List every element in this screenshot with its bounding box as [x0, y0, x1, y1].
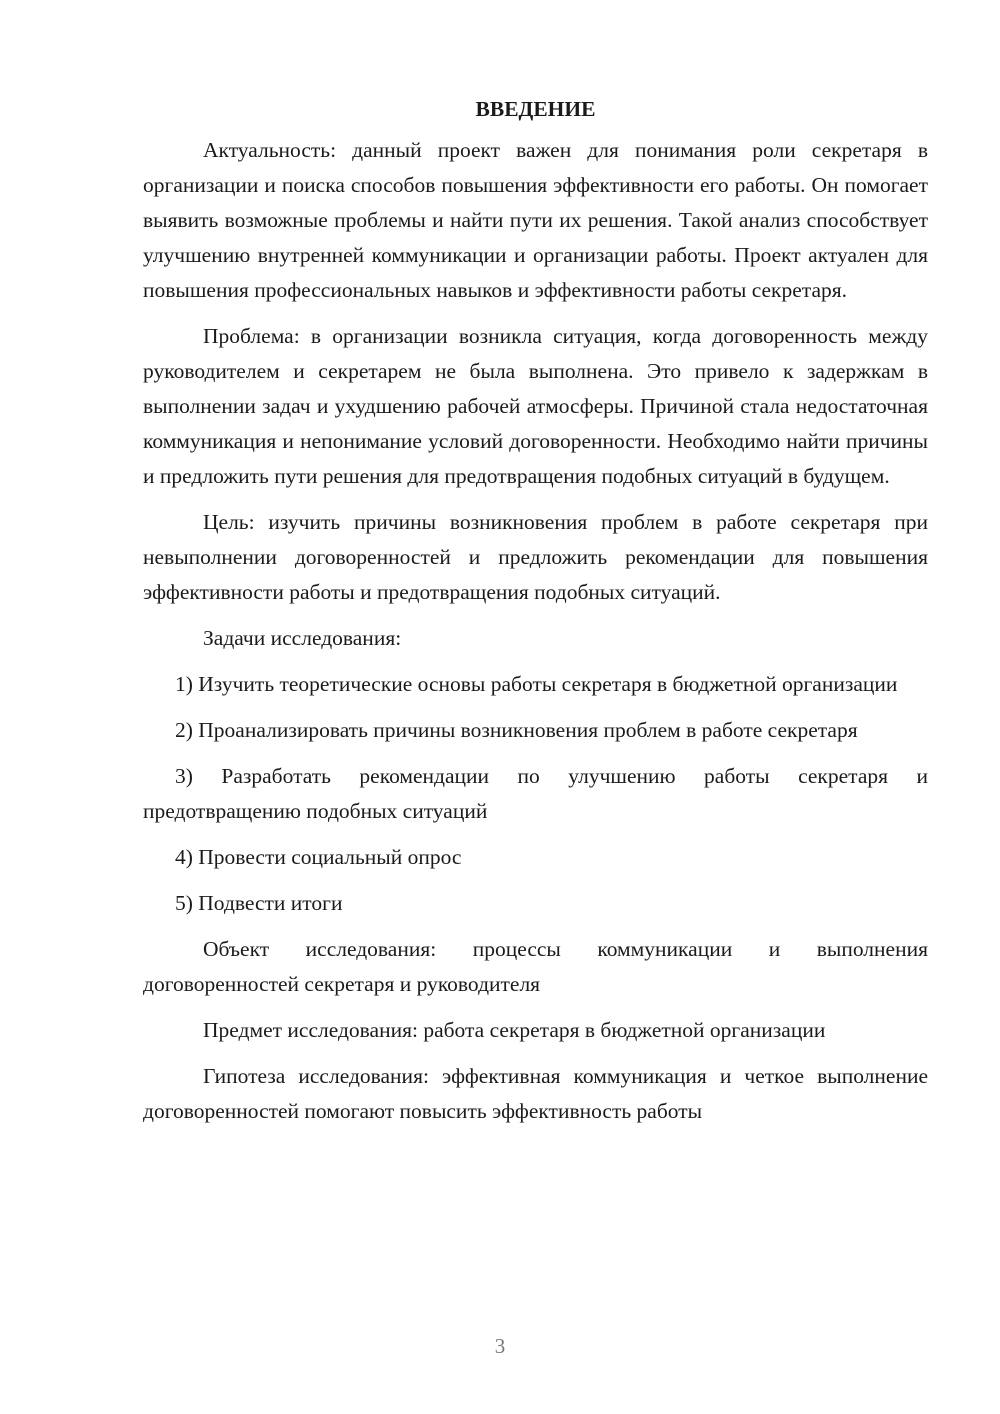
- goal-paragraph: Цель: изучить причины возникновения проблем в работе секретаря при невыполнении договоренностей и предложить рекомендации для повышения эффективности работы и предотвращения подобных ситуаций.: [143, 510, 928, 604]
- task-item: 1) Изучить теоретические основы работы секретаря в бюджетной организации: [175, 672, 898, 696]
- task-list: [143, 667, 928, 921]
- task-item: 3) Разработать рекомендации по улучшению работы секретаря и предотвращению подобных ситуаций: [143, 764, 928, 823]
- document-page: [143, 92, 928, 1140]
- task-item: 5) Подвести итоги: [175, 891, 343, 915]
- subject-paragraph: Предмет исследования: работа секретаря в бюджетной организации: [203, 1018, 826, 1042]
- problem-paragraph: Проблема: в организации возникла ситуация, когда договоренность между руководителем и секретарем не была выполнена. Это привело к задержкам в выполнении задач и ухудшению рабочей атмосферы. Причиной стала недостаточная коммуникация и непонимание условий договоренности. Необходимо найти причины и предложить пути решения для предотвращения подобных ситуаций в будущем.: [143, 324, 928, 488]
- task-item: 4) Провести социальный опрос: [175, 845, 462, 869]
- hypothesis-paragraph: Гипотеза исследования: эффективная коммуникация и четкое выполнение договоренностей помогают повысить эффективность работы: [143, 1064, 928, 1123]
- relevance-paragraph: Актуальность: данный проект важен для понимания роли секретаря в организации и поиска способов повышения эффективности его работы. Он помогает выявить возможные проблемы и найти пути их решения. Такой анализ способствует улучшению внутренней коммуникации и организации работы. Проект актуален для повышения профессиональных навыков и эффективности работы секретаря.: [143, 138, 928, 302]
- tasks-intro: Задачи исследования:: [203, 626, 402, 650]
- task-item: 2) Проанализировать причины возникновения проблем в работе секретаря: [175, 718, 858, 742]
- object-paragraph: Объект исследования: процессы коммуникации и выполнения договоренностей секретаря и руководителя: [143, 937, 928, 996]
- page-title: ВВЕДЕНИЕ: [475, 97, 596, 121]
- page-number: 3: [494, 1334, 506, 1358]
